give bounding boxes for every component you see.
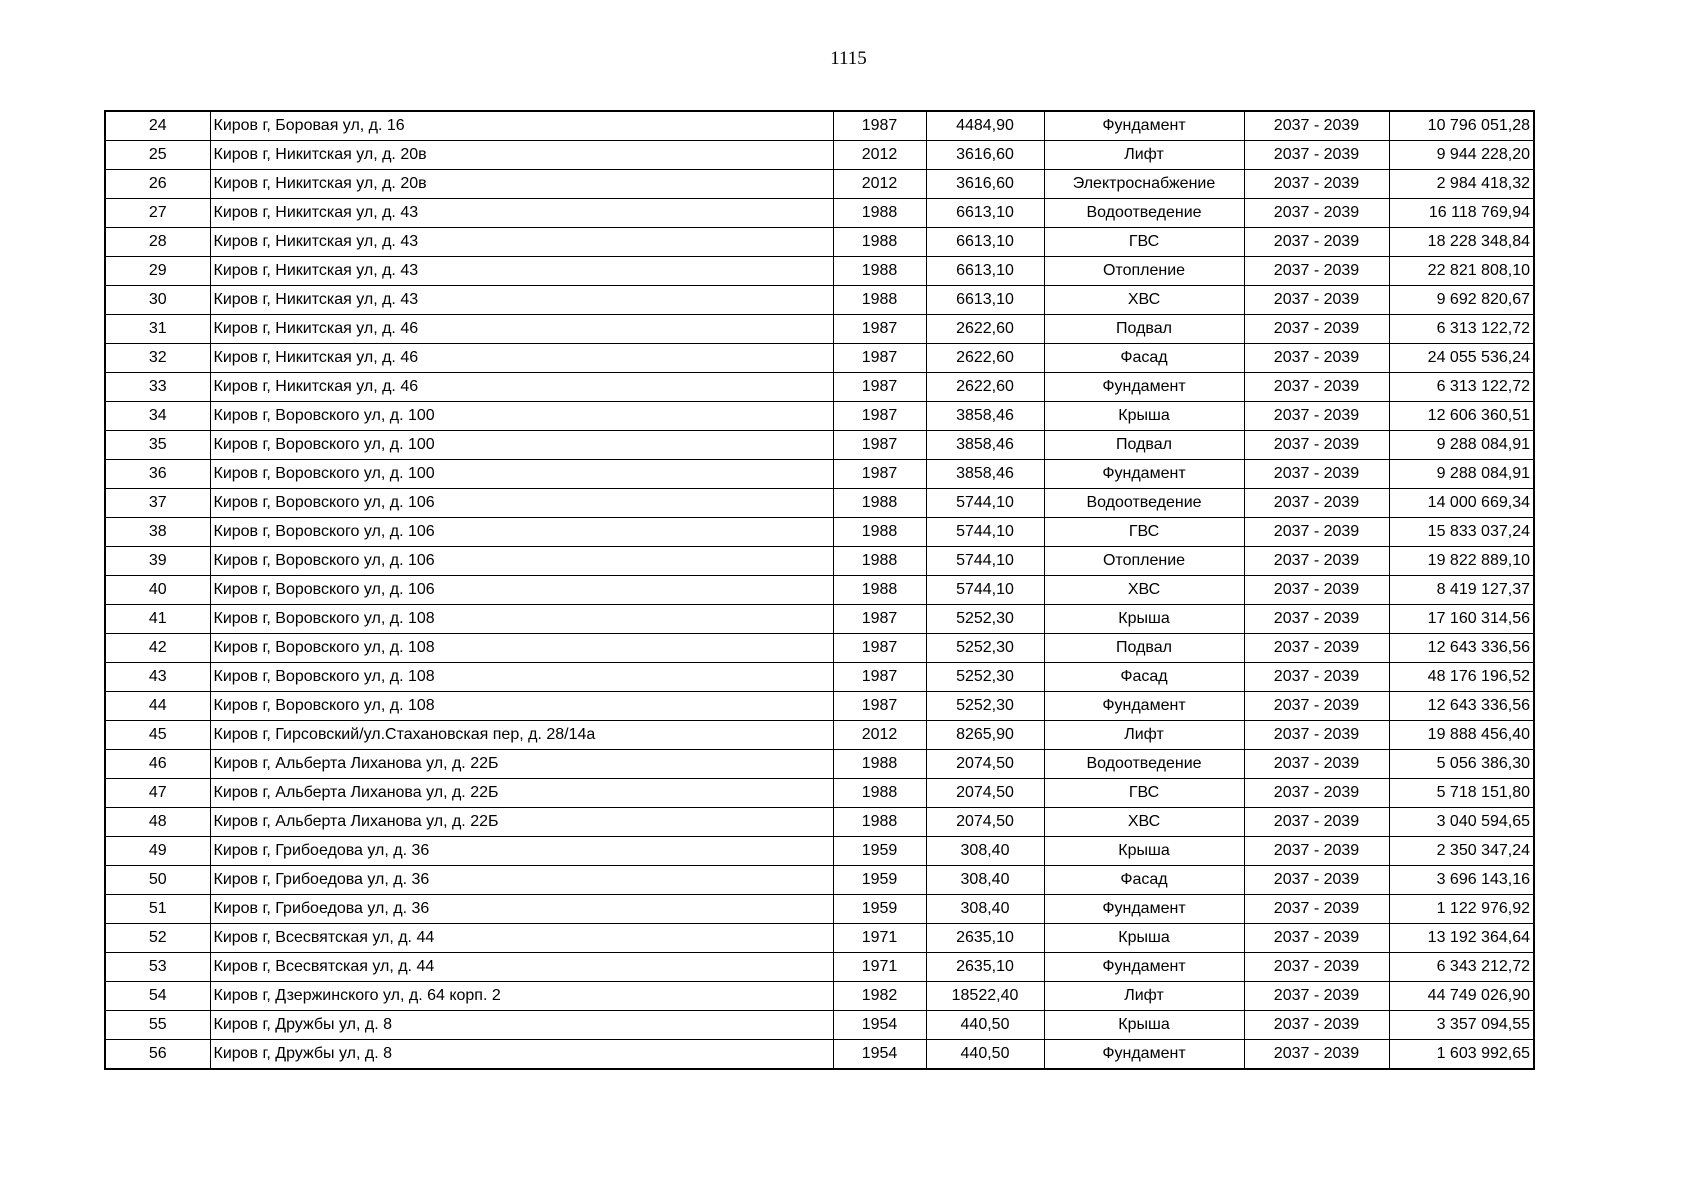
address-cell: Киров г, Альберта Лиханова ул, д. 22Б bbox=[210, 750, 833, 779]
row-number-cell: 41 bbox=[105, 605, 210, 634]
address-cell: Киров г, Дружбы ул, д. 8 bbox=[210, 1040, 833, 1070]
row-number-cell: 47 bbox=[105, 779, 210, 808]
address-cell: Киров г, Воровского ул, д. 108 bbox=[210, 634, 833, 663]
address-cell: Киров г, Альберта Лиханова ул, д. 22Б bbox=[210, 808, 833, 837]
cost-cell: 48 176 196,52 bbox=[1389, 663, 1534, 692]
area-cell: 2622,60 bbox=[926, 315, 1044, 344]
work-type-cell: Фасад bbox=[1044, 663, 1244, 692]
cost-cell: 22 821 808,10 bbox=[1389, 257, 1534, 286]
year-cell: 1988 bbox=[833, 489, 926, 518]
area-cell: 2635,10 bbox=[926, 924, 1044, 953]
cost-cell: 6 313 122,72 bbox=[1389, 373, 1534, 402]
address-cell: Киров г, Воровского ул, д. 100 bbox=[210, 431, 833, 460]
work-type-cell: Фундамент bbox=[1044, 460, 1244, 489]
area-cell: 6613,10 bbox=[926, 286, 1044, 315]
address-cell: Киров г, Всесвятская ул, д. 44 bbox=[210, 924, 833, 953]
cost-cell: 1 122 976,92 bbox=[1389, 895, 1534, 924]
period-cell: 2037 - 2039 bbox=[1244, 808, 1389, 837]
work-type-cell: ХВС bbox=[1044, 808, 1244, 837]
area-cell: 8265,90 bbox=[926, 721, 1044, 750]
row-number-cell: 31 bbox=[105, 315, 210, 344]
year-cell: 2012 bbox=[833, 141, 926, 170]
row-number-cell: 42 bbox=[105, 634, 210, 663]
row-number-cell: 30 bbox=[105, 286, 210, 315]
period-cell: 2037 - 2039 bbox=[1244, 692, 1389, 721]
address-cell: Киров г, Альберта Лиханова ул, д. 22Б bbox=[210, 779, 833, 808]
period-cell: 2037 - 2039 bbox=[1244, 547, 1389, 576]
cost-cell: 9 288 084,91 bbox=[1389, 460, 1534, 489]
table-row bbox=[105, 866, 1534, 895]
cost-cell: 9 692 820,67 bbox=[1389, 286, 1534, 315]
area-cell: 5744,10 bbox=[926, 518, 1044, 547]
period-cell: 2037 - 2039 bbox=[1244, 924, 1389, 953]
row-number-cell: 29 bbox=[105, 257, 210, 286]
page-number: 1115 bbox=[830, 48, 867, 69]
cost-cell: 2 984 418,32 bbox=[1389, 170, 1534, 199]
table-row bbox=[105, 141, 1534, 170]
address-cell: Киров г, Воровского ул, д. 108 bbox=[210, 663, 833, 692]
address-cell: Киров г, Никитская ул, д. 43 bbox=[210, 286, 833, 315]
work-type-cell: Электроснабжение bbox=[1044, 170, 1244, 199]
year-cell: 1959 bbox=[833, 866, 926, 895]
area-cell: 5252,30 bbox=[926, 663, 1044, 692]
row-number-cell: 46 bbox=[105, 750, 210, 779]
address-cell: Киров г, Никитская ул, д. 43 bbox=[210, 257, 833, 286]
area-cell: 5744,10 bbox=[926, 489, 1044, 518]
work-type-cell: Лифт bbox=[1044, 721, 1244, 750]
table-row bbox=[105, 924, 1534, 953]
row-number-cell: 38 bbox=[105, 518, 210, 547]
area-cell: 2074,50 bbox=[926, 808, 1044, 837]
row-number-cell: 25 bbox=[105, 141, 210, 170]
area-cell: 6613,10 bbox=[926, 228, 1044, 257]
cost-cell: 10 796 051,28 bbox=[1389, 111, 1534, 141]
address-cell: Киров г, Никитская ул, д. 43 bbox=[210, 199, 833, 228]
period-cell: 2037 - 2039 bbox=[1244, 779, 1389, 808]
table-row bbox=[105, 402, 1534, 431]
address-cell: Киров г, Воровского ул, д. 100 bbox=[210, 460, 833, 489]
area-cell: 2622,60 bbox=[926, 344, 1044, 373]
year-cell: 1987 bbox=[833, 315, 926, 344]
cost-cell: 44 749 026,90 bbox=[1389, 982, 1534, 1011]
address-cell: Киров г, Никитская ул, д. 46 bbox=[210, 315, 833, 344]
area-cell: 5252,30 bbox=[926, 634, 1044, 663]
year-cell: 1971 bbox=[833, 924, 926, 953]
year-cell: 1987 bbox=[833, 634, 926, 663]
work-type-cell: Подвал bbox=[1044, 431, 1244, 460]
work-type-cell: Водоотведение bbox=[1044, 489, 1244, 518]
table-row bbox=[105, 895, 1534, 924]
row-number-cell: 52 bbox=[105, 924, 210, 953]
cost-cell: 17 160 314,56 bbox=[1389, 605, 1534, 634]
cost-cell: 14 000 669,34 bbox=[1389, 489, 1534, 518]
cost-cell: 6 343 212,72 bbox=[1389, 953, 1534, 982]
period-cell: 2037 - 2039 bbox=[1244, 1040, 1389, 1070]
cost-cell: 5 718 151,80 bbox=[1389, 779, 1534, 808]
table-row bbox=[105, 634, 1534, 663]
area-cell: 3616,60 bbox=[926, 170, 1044, 199]
table-row bbox=[105, 170, 1534, 199]
table-row bbox=[105, 315, 1534, 344]
row-number-cell: 55 bbox=[105, 1011, 210, 1040]
cost-cell: 5 056 386,30 bbox=[1389, 750, 1534, 779]
year-cell: 1987 bbox=[833, 431, 926, 460]
work-type-cell: Отопление bbox=[1044, 547, 1244, 576]
period-cell: 2037 - 2039 bbox=[1244, 286, 1389, 315]
table-row bbox=[105, 605, 1534, 634]
row-number-cell: 50 bbox=[105, 866, 210, 895]
year-cell: 2012 bbox=[833, 721, 926, 750]
year-cell: 1987 bbox=[833, 663, 926, 692]
period-cell: 2037 - 2039 bbox=[1244, 953, 1389, 982]
work-type-cell: Водоотведение bbox=[1044, 199, 1244, 228]
period-cell: 2037 - 2039 bbox=[1244, 576, 1389, 605]
period-cell: 2037 - 2039 bbox=[1244, 750, 1389, 779]
area-cell: 2074,50 bbox=[926, 779, 1044, 808]
year-cell: 1988 bbox=[833, 257, 926, 286]
row-number-cell: 27 bbox=[105, 199, 210, 228]
address-cell: Киров г, Воровского ул, д. 100 bbox=[210, 402, 833, 431]
year-cell: 1987 bbox=[833, 402, 926, 431]
area-cell: 308,40 bbox=[926, 837, 1044, 866]
work-type-cell: Фундамент bbox=[1044, 692, 1244, 721]
row-number-cell: 56 bbox=[105, 1040, 210, 1070]
area-cell: 440,50 bbox=[926, 1011, 1044, 1040]
table-row bbox=[105, 431, 1534, 460]
period-cell: 2037 - 2039 bbox=[1244, 431, 1389, 460]
table-row bbox=[105, 721, 1534, 750]
table-row bbox=[105, 953, 1534, 982]
area-cell: 3858,46 bbox=[926, 402, 1044, 431]
area-cell: 3616,60 bbox=[926, 141, 1044, 170]
work-type-cell: Фасад bbox=[1044, 866, 1244, 895]
period-cell: 2037 - 2039 bbox=[1244, 982, 1389, 1011]
table-row bbox=[105, 518, 1534, 547]
area-cell: 6613,10 bbox=[926, 257, 1044, 286]
row-number-cell: 34 bbox=[105, 402, 210, 431]
year-cell: 1988 bbox=[833, 547, 926, 576]
cost-cell: 12 643 336,56 bbox=[1389, 692, 1534, 721]
table-row bbox=[105, 460, 1534, 489]
period-cell: 2037 - 2039 bbox=[1244, 721, 1389, 750]
period-cell: 2037 - 2039 bbox=[1244, 460, 1389, 489]
table-row bbox=[105, 663, 1534, 692]
address-cell: Киров г, Воровского ул, д. 106 bbox=[210, 576, 833, 605]
row-number-cell: 37 bbox=[105, 489, 210, 518]
period-cell: 2037 - 2039 bbox=[1244, 605, 1389, 634]
work-type-cell: Крыша bbox=[1044, 924, 1244, 953]
year-cell: 1987 bbox=[833, 344, 926, 373]
year-cell: 1988 bbox=[833, 576, 926, 605]
area-cell: 6613,10 bbox=[926, 199, 1044, 228]
period-cell: 2037 - 2039 bbox=[1244, 141, 1389, 170]
period-cell: 2037 - 2039 bbox=[1244, 634, 1389, 663]
year-cell: 1988 bbox=[833, 750, 926, 779]
work-type-cell: Подвал bbox=[1044, 315, 1244, 344]
work-type-cell: Крыша bbox=[1044, 605, 1244, 634]
area-cell: 2622,60 bbox=[926, 373, 1044, 402]
row-number-cell: 39 bbox=[105, 547, 210, 576]
period-cell: 2037 - 2039 bbox=[1244, 228, 1389, 257]
address-cell: Киров г, Грибоедова ул, д. 36 bbox=[210, 837, 833, 866]
address-cell: Киров г, Никитская ул, д. 46 bbox=[210, 344, 833, 373]
period-cell: 2037 - 2039 bbox=[1244, 1011, 1389, 1040]
address-cell: Киров г, Никитская ул, д. 46 bbox=[210, 373, 833, 402]
year-cell: 1987 bbox=[833, 605, 926, 634]
work-type-cell: Фундамент bbox=[1044, 953, 1244, 982]
area-cell: 5744,10 bbox=[926, 576, 1044, 605]
table-row bbox=[105, 199, 1534, 228]
buildings-table bbox=[104, 110, 1535, 1070]
cost-cell: 3 040 594,65 bbox=[1389, 808, 1534, 837]
work-type-cell: ХВС bbox=[1044, 286, 1244, 315]
year-cell: 1987 bbox=[833, 460, 926, 489]
cost-cell: 13 192 364,64 bbox=[1389, 924, 1534, 953]
area-cell: 5252,30 bbox=[926, 692, 1044, 721]
work-type-cell: Подвал bbox=[1044, 634, 1244, 663]
address-cell: Киров г, Всесвятская ул, д. 44 bbox=[210, 953, 833, 982]
period-cell: 2037 - 2039 bbox=[1244, 518, 1389, 547]
cost-cell: 2 350 347,24 bbox=[1389, 837, 1534, 866]
row-number-cell: 45 bbox=[105, 721, 210, 750]
table-row bbox=[105, 228, 1534, 257]
table-body bbox=[105, 111, 1534, 1069]
row-number-cell: 40 bbox=[105, 576, 210, 605]
address-cell: Киров г, Никитская ул, д. 43 bbox=[210, 228, 833, 257]
cost-cell: 3 357 094,55 bbox=[1389, 1011, 1534, 1040]
work-type-cell: Фундамент bbox=[1044, 1040, 1244, 1070]
period-cell: 2037 - 2039 bbox=[1244, 663, 1389, 692]
period-cell: 2037 - 2039 bbox=[1244, 111, 1389, 141]
cost-cell: 12 643 336,56 bbox=[1389, 634, 1534, 663]
cost-cell: 1 603 992,65 bbox=[1389, 1040, 1534, 1070]
period-cell: 2037 - 2039 bbox=[1244, 257, 1389, 286]
table-row bbox=[105, 489, 1534, 518]
row-number-cell: 53 bbox=[105, 953, 210, 982]
address-cell: Киров г, Грибоедова ул, д. 36 bbox=[210, 866, 833, 895]
work-type-cell: Крыша bbox=[1044, 837, 1244, 866]
cost-cell: 12 606 360,51 bbox=[1389, 402, 1534, 431]
period-cell: 2037 - 2039 bbox=[1244, 895, 1389, 924]
period-cell: 2037 - 2039 bbox=[1244, 315, 1389, 344]
work-type-cell: Крыша bbox=[1044, 1011, 1244, 1040]
year-cell: 1987 bbox=[833, 692, 926, 721]
table-row bbox=[105, 286, 1534, 315]
year-cell: 1988 bbox=[833, 228, 926, 257]
row-number-cell: 35 bbox=[105, 431, 210, 460]
year-cell: 1987 bbox=[833, 373, 926, 402]
year-cell: 1959 bbox=[833, 895, 926, 924]
row-number-cell: 44 bbox=[105, 692, 210, 721]
cost-cell: 9 288 084,91 bbox=[1389, 431, 1534, 460]
year-cell: 1988 bbox=[833, 779, 926, 808]
table-row bbox=[105, 344, 1534, 373]
cost-cell: 3 696 143,16 bbox=[1389, 866, 1534, 895]
year-cell: 1959 bbox=[833, 837, 926, 866]
cost-cell: 6 313 122,72 bbox=[1389, 315, 1534, 344]
area-cell: 4484,90 bbox=[926, 111, 1044, 141]
cost-cell: 24 055 536,24 bbox=[1389, 344, 1534, 373]
area-cell: 308,40 bbox=[926, 895, 1044, 924]
address-cell: Киров г, Дружбы ул, д. 8 bbox=[210, 1011, 833, 1040]
area-cell: 5252,30 bbox=[926, 605, 1044, 634]
table-row bbox=[105, 808, 1534, 837]
table-row bbox=[105, 982, 1534, 1011]
row-number-cell: 48 bbox=[105, 808, 210, 837]
work-type-cell: Лифт bbox=[1044, 141, 1244, 170]
cost-cell: 18 228 348,84 bbox=[1389, 228, 1534, 257]
work-type-cell: ГВС bbox=[1044, 518, 1244, 547]
address-cell: Киров г, Воровского ул, д. 106 bbox=[210, 547, 833, 576]
area-cell: 440,50 bbox=[926, 1040, 1044, 1070]
year-cell: 2012 bbox=[833, 170, 926, 199]
address-cell: Киров г, Воровского ул, д. 106 bbox=[210, 489, 833, 518]
year-cell: 1954 bbox=[833, 1040, 926, 1070]
address-cell: Киров г, Воровского ул, д. 108 bbox=[210, 605, 833, 634]
cost-cell: 19 888 456,40 bbox=[1389, 721, 1534, 750]
row-number-cell: 32 bbox=[105, 344, 210, 373]
year-cell: 1954 bbox=[833, 1011, 926, 1040]
cost-cell: 15 833 037,24 bbox=[1389, 518, 1534, 547]
cost-cell: 16 118 769,94 bbox=[1389, 199, 1534, 228]
period-cell: 2037 - 2039 bbox=[1244, 489, 1389, 518]
work-type-cell: Отопление bbox=[1044, 257, 1244, 286]
area-cell: 3858,46 bbox=[926, 431, 1044, 460]
address-cell: Киров г, Грибоедова ул, д. 36 bbox=[210, 895, 833, 924]
table-row bbox=[105, 692, 1534, 721]
period-cell: 2037 - 2039 bbox=[1244, 402, 1389, 431]
cost-cell: 9 944 228,20 bbox=[1389, 141, 1534, 170]
period-cell: 2037 - 2039 bbox=[1244, 199, 1389, 228]
address-cell: Киров г, Никитская ул, д. 20в bbox=[210, 170, 833, 199]
year-cell: 1988 bbox=[833, 199, 926, 228]
table-row bbox=[105, 1040, 1534, 1070]
row-number-cell: 36 bbox=[105, 460, 210, 489]
row-number-cell: 24 bbox=[105, 111, 210, 141]
work-type-cell: Лифт bbox=[1044, 982, 1244, 1011]
work-type-cell: Фасад bbox=[1044, 344, 1244, 373]
work-type-cell: Фундамент bbox=[1044, 895, 1244, 924]
year-cell: 1988 bbox=[833, 518, 926, 547]
work-type-cell: Крыша bbox=[1044, 402, 1244, 431]
year-cell: 1982 bbox=[833, 982, 926, 1011]
cost-cell: 8 419 127,37 bbox=[1389, 576, 1534, 605]
work-type-cell: ГВС bbox=[1044, 228, 1244, 257]
table-row bbox=[105, 837, 1534, 866]
row-number-cell: 49 bbox=[105, 837, 210, 866]
row-number-cell: 51 bbox=[105, 895, 210, 924]
work-type-cell: Фундамент bbox=[1044, 373, 1244, 402]
period-cell: 2037 - 2039 bbox=[1244, 170, 1389, 199]
row-number-cell: 28 bbox=[105, 228, 210, 257]
period-cell: 2037 - 2039 bbox=[1244, 344, 1389, 373]
row-number-cell: 43 bbox=[105, 663, 210, 692]
year-cell: 1971 bbox=[833, 953, 926, 982]
work-type-cell: ХВС bbox=[1044, 576, 1244, 605]
work-type-cell: Водоотведение bbox=[1044, 750, 1244, 779]
address-cell: Киров г, Никитская ул, д. 20в bbox=[210, 141, 833, 170]
area-cell: 18522,40 bbox=[926, 982, 1044, 1011]
address-cell: Киров г, Воровского ул, д. 108 bbox=[210, 692, 833, 721]
row-number-cell: 33 bbox=[105, 373, 210, 402]
address-cell: Киров г, Гирсовский/ул.Стахановская пер, д. 28/14а bbox=[210, 721, 833, 750]
area-cell: 2074,50 bbox=[926, 750, 1044, 779]
table-row bbox=[105, 111, 1534, 141]
cost-cell: 19 822 889,10 bbox=[1389, 547, 1534, 576]
area-cell: 5744,10 bbox=[926, 547, 1044, 576]
address-cell: Киров г, Боровая ул, д. 16 bbox=[210, 111, 833, 141]
address-cell: Киров г, Воровского ул, д. 106 bbox=[210, 518, 833, 547]
table-row bbox=[105, 576, 1534, 605]
area-cell: 3858,46 bbox=[926, 460, 1044, 489]
table-row bbox=[105, 373, 1534, 402]
area-cell: 308,40 bbox=[926, 866, 1044, 895]
work-type-cell: Фундамент bbox=[1044, 111, 1244, 141]
year-cell: 1988 bbox=[833, 286, 926, 315]
table-row bbox=[105, 257, 1534, 286]
area-cell: 2635,10 bbox=[926, 953, 1044, 982]
row-number-cell: 54 bbox=[105, 982, 210, 1011]
row-number-cell: 26 bbox=[105, 170, 210, 199]
table-row bbox=[105, 547, 1534, 576]
period-cell: 2037 - 2039 bbox=[1244, 866, 1389, 895]
table-row bbox=[105, 1011, 1534, 1040]
work-type-cell: ГВС bbox=[1044, 779, 1244, 808]
period-cell: 2037 - 2039 bbox=[1244, 373, 1389, 402]
table-row bbox=[105, 750, 1534, 779]
table-row bbox=[105, 779, 1534, 808]
year-cell: 1988 bbox=[833, 808, 926, 837]
address-cell: Киров г, Дзержинского ул, д. 64 корп. 2 bbox=[210, 982, 833, 1011]
period-cell: 2037 - 2039 bbox=[1244, 837, 1389, 866]
year-cell: 1987 bbox=[833, 111, 926, 141]
